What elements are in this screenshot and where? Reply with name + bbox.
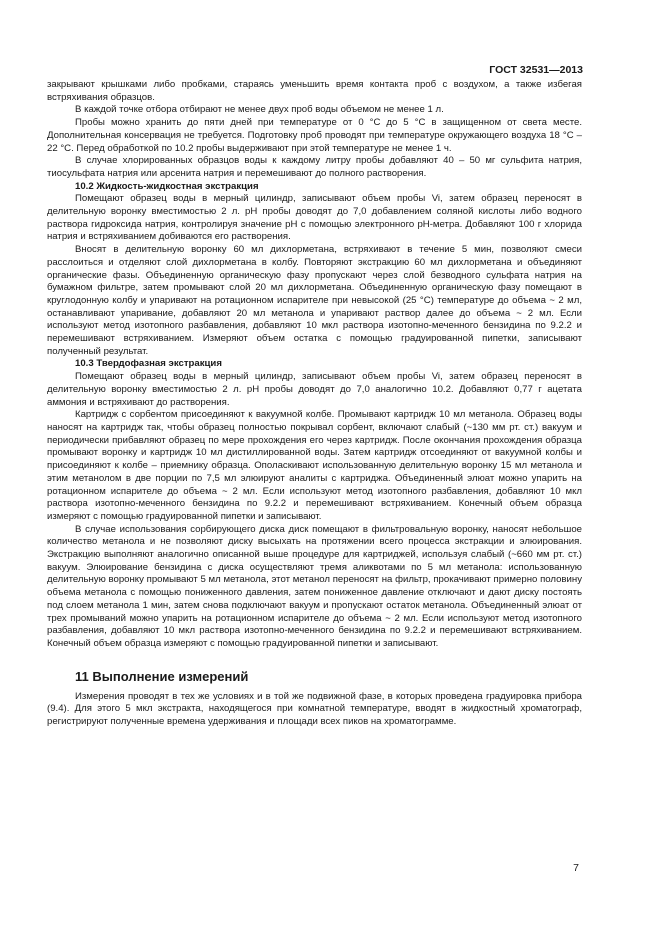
paragraph: В случае хлорированных образцов воды к каждому литру пробы добавляют 40 – 50 мг сульфита натрия, тиосульфата натрия или арсенита натрия и перемешивают до полного растворения.: [47, 155, 582, 179]
paragraph: Помещают образец воды в мерный цилиндр, записывают объем пробы Vi, затем образец переносят в делительную воронку вместимостью 2 л. рН пробы доводят до 7,0 добавлением соляной кислоты либо водного раствора гидроксида натрия, контролируя значение рН с помощью электронного рН-метра. Добавляют 100 г хлорида натрия и встряхиванием добиваются его растворения.: [47, 193, 582, 243]
paragraph: В каждой точке отбора отбирают не менее двух проб воды объемом не менее 1 л.: [75, 104, 444, 116]
paragraph: Картридж с сорбентом присоединяют к вакуумной колбе. Промывают картридж 10 мл метанола. Образец воды наносят на картридж так, чтобы образец полностью покрывал сорбент, включают слабый (~130 мм рт. ст.) вакуум и периодически прибавляют образец по мере прохождения его через картридж. После окончания прохождения образца промывают воронку и картридж 10 мл дистиллированной воды. Затем картридж отсоединяют от вакуумной колбы и присоединяют к колбе – приемнику образца. Ополаскивают использованную делительную воронку 15 мл метанола и этим метанолом в две порции по 7,5 мл элюируют аналиты с картриджа. Объединенный элюат можно упарить на ротационном испарителе до объема ~ 2 мл. Если используют метод изотопного разбавления, добавляют 10 мкл раствора изотопно-меченного бензидина по 9.2.2 и перемешивают встряхиванием. Конечный объем образца измеряют с помощью градуированной пипетки и записывают.: [47, 409, 582, 522]
paragraph: Измерения проводят в тех же условиях и в той же подвижной фазе, в которых проведена градуировка прибора (9.4). Для этого 5 мкл экстракта, находящегося при комнатной температуре, вводят в жидкостный хроматограф, регистрируют полученные времена удерживания и площади всех пиков на хроматограмме.: [47, 690, 582, 728]
page-number: 7: [573, 862, 579, 874]
paragraph: Вносят в делительную воронку 60 мл дихлорметана, встряхивают в течение 5 мин, позволяют смеси расслоиться и отделяют слой дихлорметана в колбу. Повторяют экстракцию 60 мл дихлорметана и объединяют органические фазы. Объединенную органическую фазу пропускают через слой безводного сульфата натрия на бумажном фильтре, затем промывают слой 20 мл дихлорметана. Объединенную органическую фазу помещают в круглодонную колбу и упаривают на ротационном испарителе при невысокой (25 °С) температуре до объема ~ 2 мл, останавливают упаривание, добавляют 20 мл метанола и упаривают раствор далее до объема ~ 2 мл. Если используют метод изотопного разбавления, добавляют 10 мкл раствора изотопно-меченного бензидина по 9.2.2 и перемешивают встряхиванием. Измеряют объем остатка с помощью градуированной пипетки, записывают полученный результат.: [47, 244, 582, 357]
document-id: ГОСТ 32531—2013: [489, 64, 583, 76]
document-body: [47, 79, 582, 729]
paragraph: Пробы можно хранить до пяти дней при температуре от 0 °С до 5 °С в защищенном от света месте. Дополнительная консервация не требуется. Подготовку проб проводят при температуре окружающего воздуха 18 °С – 22 °С. Перед обработкой по 10.2 пробы выдерживают при этой температуре не менее 1 ч.: [47, 117, 582, 154]
section-heading: 11 Выполнение измерений: [75, 668, 249, 684]
paragraph: закрывают крышками либо пробками, стараясь уменьшить время контакта проб с воздухом, а также избегая встряхивания образцов.: [47, 79, 582, 103]
subsection-heading: 10.2 Жидкость-жидкостная экстракция: [75, 180, 259, 192]
paragraph: В случае использования сорбирующего диска диск помещают в фильтровальную воронку, наносят небольшое количество метанола и не позволяют диску высыхать на протяжении всего процесса экстракции и элюирования. Экстракцию выполняют аналогично описанной выше процедуре для картриджей, используя слабый (~660 мм рт. ст.) вакуум. Элюирование бензидина с диска осуществляют тремя аликвотами по 5 мл метанола: использованную делительную воронку промывают 5 мл метанола, этот метанол переносят на фильтр, прокачивают примерно половину объема метанола с помощью пониженного давления, затем пониженное давление отключают и дают диску постоять под слоем метанола 1 мин, затем снова подключают вакуум и пропускают остаток метанола. Объединенный элюат от трех промываний можно упарить на ротационном испарителе до объема ~ 2 мл. Если используют метод изотопного разбавления, добавляют 10 мкл раствора изотопно-меченного бензидина по 9.2.2 и перемешивают встряхиванием. Конечный объем образца измеряют с помощью градуированной пипетки и записывают.: [47, 523, 582, 649]
paragraph: Помещают образец воды в мерный цилиндр, записывают объем пробы Vi, затем образец переносят в делительную воронку вместимостью 2 л. рН пробы доводят до 7,0 аналогично 10.2. Добавляют 0,77 г ацетата аммония и встряхивают до растворения.: [47, 371, 582, 408]
subsection-heading: 10.3 Твердофазная экстракция: [75, 358, 222, 370]
